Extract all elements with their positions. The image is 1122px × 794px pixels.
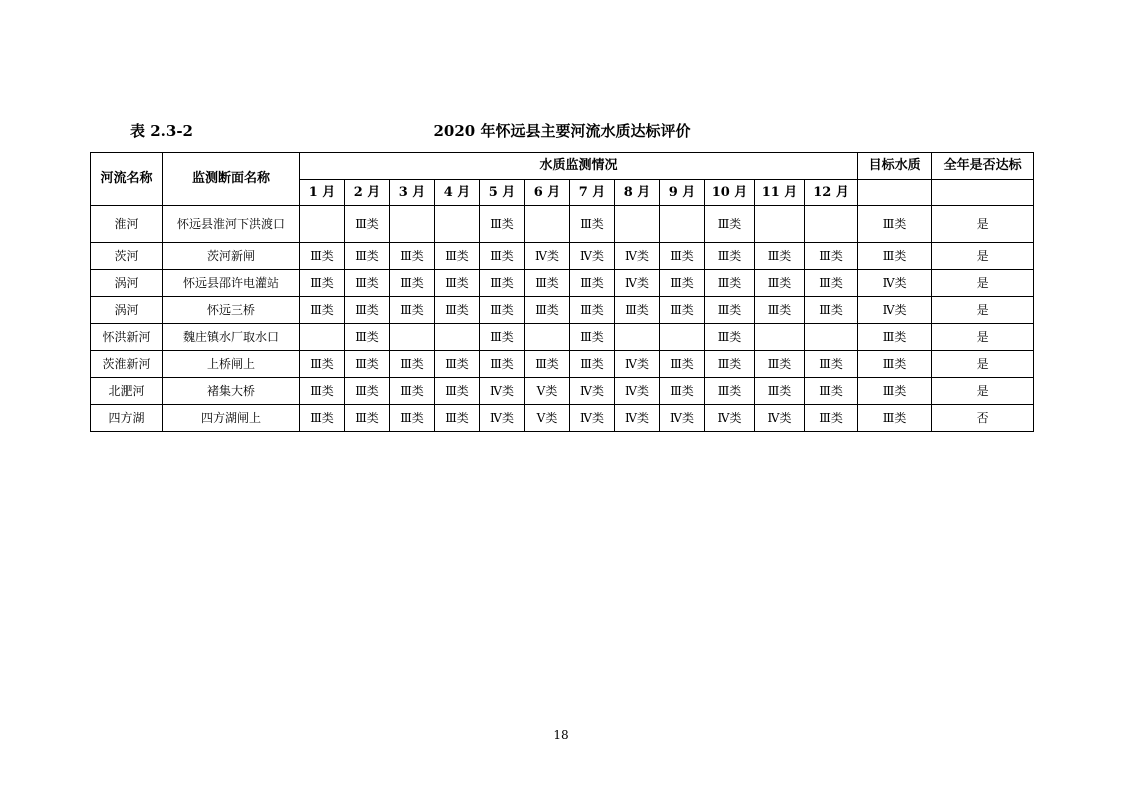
river-name-cell: 涡河 (91, 297, 163, 324)
month-grade-cell: Ⅲ类 (390, 270, 435, 297)
section-name-cell: 怀远县淮河下洪渡口 (163, 206, 300, 243)
month-grade-cell: Ⅳ类 (480, 378, 525, 405)
section-name-cell: 魏庄镇水厂取水口 (163, 324, 300, 351)
month-grade-cell: Ⅲ类 (345, 378, 390, 405)
water-quality-table (90, 152, 1034, 432)
header-month: 9 月 (660, 180, 705, 206)
compliance-cell: 是 (932, 351, 1034, 378)
header-target-blank (858, 180, 932, 206)
target-grade-cell: Ⅳ类 (858, 297, 932, 324)
month-grade-cell: Ⅲ类 (705, 206, 755, 243)
table-row (91, 297, 1034, 324)
table-row (91, 405, 1034, 432)
month-grade-cell: Ⅲ类 (390, 243, 435, 270)
target-grade-cell: Ⅳ类 (858, 270, 932, 297)
month-grade-cell: Ⅲ类 (345, 324, 390, 351)
target-grade-cell: Ⅲ类 (858, 378, 932, 405)
month-grade-cell (755, 324, 805, 351)
month-grade-cell: Ⅲ类 (480, 297, 525, 324)
header-target: 目标水质 (858, 153, 932, 180)
river-name-cell: 淮河 (91, 206, 163, 243)
header-section-name: 监测断面名称 (163, 153, 300, 206)
header-compliance-blank (932, 180, 1034, 206)
section-name-cell: 怀远三桥 (163, 297, 300, 324)
table-row (91, 270, 1034, 297)
month-grade-cell: Ⅲ类 (755, 378, 805, 405)
month-grade-cell: Ⅲ类 (705, 243, 755, 270)
section-name-cell: 褚集大桥 (163, 378, 300, 405)
river-name-cell: 涡河 (91, 270, 163, 297)
month-grade-cell: Ⅳ类 (615, 351, 660, 378)
month-grade-cell (390, 324, 435, 351)
month-grade-cell (300, 324, 345, 351)
header-month: 10 月 (705, 180, 755, 206)
header-river-name: 河流名称 (91, 153, 163, 206)
month-grade-cell: Ⅲ类 (570, 297, 615, 324)
month-grade-cell: Ⅲ类 (300, 405, 345, 432)
month-grade-cell: Ⅲ类 (805, 243, 858, 270)
month-grade-cell (615, 324, 660, 351)
month-grade-cell (525, 324, 570, 351)
month-grade-cell: Ⅲ类 (705, 270, 755, 297)
month-grade-cell: Ⅳ类 (570, 378, 615, 405)
month-grade-cell (435, 324, 480, 351)
month-grade-cell: Ⅲ类 (525, 297, 570, 324)
month-grade-cell: Ⅲ类 (480, 206, 525, 243)
month-grade-cell (300, 206, 345, 243)
header-month: 11 月 (755, 180, 805, 206)
month-grade-cell: Ⅲ类 (705, 378, 755, 405)
month-grade-cell (805, 206, 858, 243)
month-grade-cell (755, 206, 805, 243)
month-grade-cell: Ⅲ类 (755, 270, 805, 297)
table-id: 表 2.3-2 (130, 122, 193, 140)
compliance-cell: 否 (932, 405, 1034, 432)
month-grade-cell: Ⅲ类 (755, 297, 805, 324)
month-grade-cell: Ⅳ类 (570, 243, 615, 270)
month-grade-cell: Ⅳ类 (615, 243, 660, 270)
header-month: 3 月 (390, 180, 435, 206)
month-grade-cell: Ⅲ类 (480, 324, 525, 351)
month-grade-cell (805, 324, 858, 351)
month-grade-cell: Ⅲ类 (345, 351, 390, 378)
month-grade-cell: Ⅲ类 (660, 243, 705, 270)
month-grade-cell: Ⅲ类 (755, 243, 805, 270)
compliance-cell: 是 (932, 297, 1034, 324)
month-grade-cell: Ⅲ类 (345, 206, 390, 243)
month-grade-cell: Ⅲ类 (480, 270, 525, 297)
month-grade-cell: Ⅲ类 (300, 378, 345, 405)
month-grade-cell: Ⅳ类 (570, 405, 615, 432)
month-grade-cell: Ⅲ类 (570, 351, 615, 378)
month-grade-cell: Ⅲ类 (435, 378, 480, 405)
table-row (91, 378, 1034, 405)
month-grade-cell: Ⅴ类 (525, 405, 570, 432)
month-grade-cell: Ⅳ类 (705, 405, 755, 432)
month-grade-cell: Ⅲ类 (435, 270, 480, 297)
table-row (91, 243, 1034, 270)
river-name-cell: 怀洪新河 (91, 324, 163, 351)
month-grade-cell: Ⅳ类 (615, 405, 660, 432)
month-grade-cell: Ⅲ类 (345, 297, 390, 324)
month-grade-cell: Ⅲ类 (570, 324, 615, 351)
target-grade-cell: Ⅲ类 (858, 243, 932, 270)
month-grade-cell: Ⅲ类 (755, 351, 805, 378)
header-month: 5 月 (480, 180, 525, 206)
month-grade-cell: Ⅲ类 (705, 351, 755, 378)
month-grade-cell: Ⅲ类 (300, 297, 345, 324)
month-grade-cell: Ⅲ类 (805, 405, 858, 432)
month-grade-cell: Ⅲ类 (390, 351, 435, 378)
river-name-cell: 四方湖 (91, 405, 163, 432)
month-grade-cell: Ⅳ类 (480, 405, 525, 432)
compliance-cell: 是 (932, 324, 1034, 351)
table-row (91, 324, 1034, 351)
header-row-1 (91, 153, 1034, 180)
month-grade-cell: Ⅲ类 (480, 351, 525, 378)
month-grade-cell: Ⅲ类 (660, 378, 705, 405)
month-grade-cell: Ⅲ类 (525, 270, 570, 297)
month-grade-cell: Ⅲ类 (390, 378, 435, 405)
section-name-cell: 四方湖闸上 (163, 405, 300, 432)
month-grade-cell: Ⅲ类 (435, 405, 480, 432)
header-month: 4 月 (435, 180, 480, 206)
header-month: 7 月 (570, 180, 615, 206)
target-grade-cell: Ⅲ类 (858, 206, 932, 243)
month-grade-cell: Ⅲ类 (300, 243, 345, 270)
month-grade-cell: Ⅲ类 (345, 243, 390, 270)
table-row (91, 351, 1034, 378)
month-grade-cell: Ⅲ类 (805, 378, 858, 405)
month-grade-cell: Ⅲ类 (390, 297, 435, 324)
month-grade-cell: Ⅲ类 (300, 270, 345, 297)
river-name-cell: 茨河 (91, 243, 163, 270)
month-grade-cell: Ⅳ类 (660, 405, 705, 432)
header-month: 2 月 (345, 180, 390, 206)
month-grade-cell: Ⅲ类 (660, 270, 705, 297)
month-grade-cell: Ⅲ类 (805, 351, 858, 378)
month-grade-cell: Ⅳ类 (615, 270, 660, 297)
header-month: 8 月 (615, 180, 660, 206)
month-grade-cell: Ⅲ类 (705, 324, 755, 351)
month-grade-cell: Ⅴ类 (525, 378, 570, 405)
month-grade-cell: Ⅳ类 (525, 243, 570, 270)
target-grade-cell: Ⅲ类 (858, 324, 932, 351)
month-grade-cell: Ⅳ类 (615, 378, 660, 405)
month-grade-cell: Ⅲ类 (390, 405, 435, 432)
month-grade-cell: Ⅲ类 (345, 405, 390, 432)
section-name-cell: 怀远县邵许电灌站 (163, 270, 300, 297)
header-month: 6 月 (525, 180, 570, 206)
month-grade-cell (660, 206, 705, 243)
month-grade-cell (390, 206, 435, 243)
header-month: 12 月 (805, 180, 858, 206)
section-name-cell: 茨河新闸 (163, 243, 300, 270)
month-grade-cell: Ⅲ类 (805, 270, 858, 297)
month-grade-cell: Ⅲ类 (345, 270, 390, 297)
target-grade-cell: Ⅲ类 (858, 405, 932, 432)
month-grade-cell: Ⅲ类 (805, 297, 858, 324)
month-grade-cell (615, 206, 660, 243)
river-name-cell: 北淝河 (91, 378, 163, 405)
header-monitoring: 水质监测情况 (300, 153, 858, 180)
table-row (91, 206, 1034, 243)
table-body (91, 206, 1034, 432)
target-grade-cell: Ⅲ类 (858, 351, 932, 378)
month-grade-cell: Ⅲ类 (615, 297, 660, 324)
header-month: 1 月 (300, 180, 345, 206)
section-name-cell: 上桥闸上 (163, 351, 300, 378)
compliance-cell: 是 (932, 243, 1034, 270)
month-grade-cell (525, 206, 570, 243)
month-grade-cell (435, 206, 480, 243)
month-grade-cell: Ⅲ类 (435, 243, 480, 270)
month-grade-cell: Ⅳ类 (755, 405, 805, 432)
month-grade-cell: Ⅲ类 (300, 351, 345, 378)
compliance-cell: 是 (932, 206, 1034, 243)
month-grade-cell: Ⅲ类 (435, 351, 480, 378)
month-grade-cell: Ⅲ类 (480, 243, 525, 270)
header-compliance: 全年是否达标 (932, 153, 1034, 180)
table-caption (90, 120, 1034, 144)
month-grade-cell: Ⅲ类 (525, 351, 570, 378)
table-title: 2020 年怀远县主要河流水质达标评价 (433, 122, 691, 140)
month-grade-cell: Ⅲ类 (435, 297, 480, 324)
month-grade-cell (660, 324, 705, 351)
month-grade-cell: Ⅲ类 (660, 351, 705, 378)
month-grade-cell: Ⅲ类 (660, 297, 705, 324)
month-grade-cell: Ⅲ类 (570, 206, 615, 243)
month-grade-cell: Ⅲ类 (705, 297, 755, 324)
compliance-cell: 是 (932, 378, 1034, 405)
page-number: 18 (553, 728, 569, 742)
river-name-cell: 茨淮新河 (91, 351, 163, 378)
month-grade-cell: Ⅲ类 (570, 270, 615, 297)
compliance-cell: 是 (932, 270, 1034, 297)
